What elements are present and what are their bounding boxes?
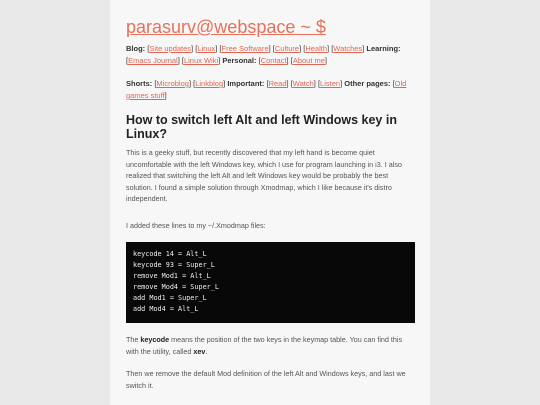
nav-link-read[interactable]: Read [268,79,287,88]
page [110,0,430,405]
code-line: keycode 14 = Alt_L [133,250,207,258]
added-lines-text: I added these lines to my ~/.Xmodmap files: [126,221,266,230]
nav-link-free-software[interactable]: Free Software [221,44,269,53]
secondary-nav: Shorts: [Microblog] [Linkblog] Important: [Read] [Watch] [Listen] Other pages: [Old games stuff] [126,79,407,100]
keycode-explanation [126,334,416,357]
keycode-term: keycode [140,335,170,344]
nav-link-contact[interactable]: Contact [260,56,287,65]
nav-link-site-updates[interactable]: Site updates [149,44,192,53]
nav-link-watch[interactable]: Watch [292,79,314,88]
text-fragment: The [126,335,141,344]
nav-link-linux-wiki[interactable]: Linux Wiki [183,56,219,65]
learning-label: Learning: [366,44,401,53]
nav-link-emacs-journal[interactable]: Emacs Journal [128,56,178,65]
nav-link-health[interactable]: Health [305,44,328,53]
other-pages-label: Other pages: [344,79,391,88]
text-fragment: means the position of the two keys in the keymap table. You can find this with the utility, called [126,335,403,356]
important-label: Important: [227,79,265,88]
nav-link-culture[interactable]: Culture [274,44,300,53]
personal-label: Personal: [222,56,257,65]
code-line: remove Mod1 = Alt_L [133,272,211,280]
site-title-link[interactable]: parasurv@webspace ~ $ [126,17,326,37]
code-line: remove Mod4 = Super_L [133,283,219,291]
code-block [126,242,415,323]
nav-link-microblog[interactable]: Microblog [156,79,189,88]
article-title: How to switch left Alt and left Windows key in Linux? [126,113,397,141]
blog-label: Blog: [126,44,146,53]
code-line: keycode 93 = Super_L [133,261,215,269]
code-line: add Mod4 = Alt_L [133,305,199,313]
article-intro: This is a geeky stuff, but recently discovered that my left hand is become quiet uncomfortable with the left Windows key, which I use for program launching in i3. I also realized that switching the left Alt and left Windows key would be probably the best solution. I found a simple solution through Xmodmap, which I like because it's distro independent. [126,148,402,203]
xev-term: xev [193,346,206,356]
code-line: add Mod1 = Super_L [133,294,207,302]
nav-link-about-me[interactable]: About me [292,56,325,65]
nav-link-watches[interactable]: Watches [333,44,363,53]
text-fragment: . [205,346,208,356]
primary-nav: Blog: [Site updates] [Linux] [Free Software] [Culture] [Health] [Watches] Learning: [Emacs Journal] [Linux Wiki] Personal: [Contact] [About me] [126,44,401,65]
nav-link-listen[interactable]: Listen [320,79,341,88]
shorts-label: Shorts: [126,79,153,88]
nav-link-old-games-stuff[interactable]: Old games stuff [126,79,407,100]
nav-link-linkblog[interactable]: Linkblog [195,79,224,88]
nav-link-linux[interactable]: Linux [197,44,216,53]
mod-explanation: Then we remove the default Mod definition of the left Alt and Windows keys, and last we switch it. [126,369,406,390]
